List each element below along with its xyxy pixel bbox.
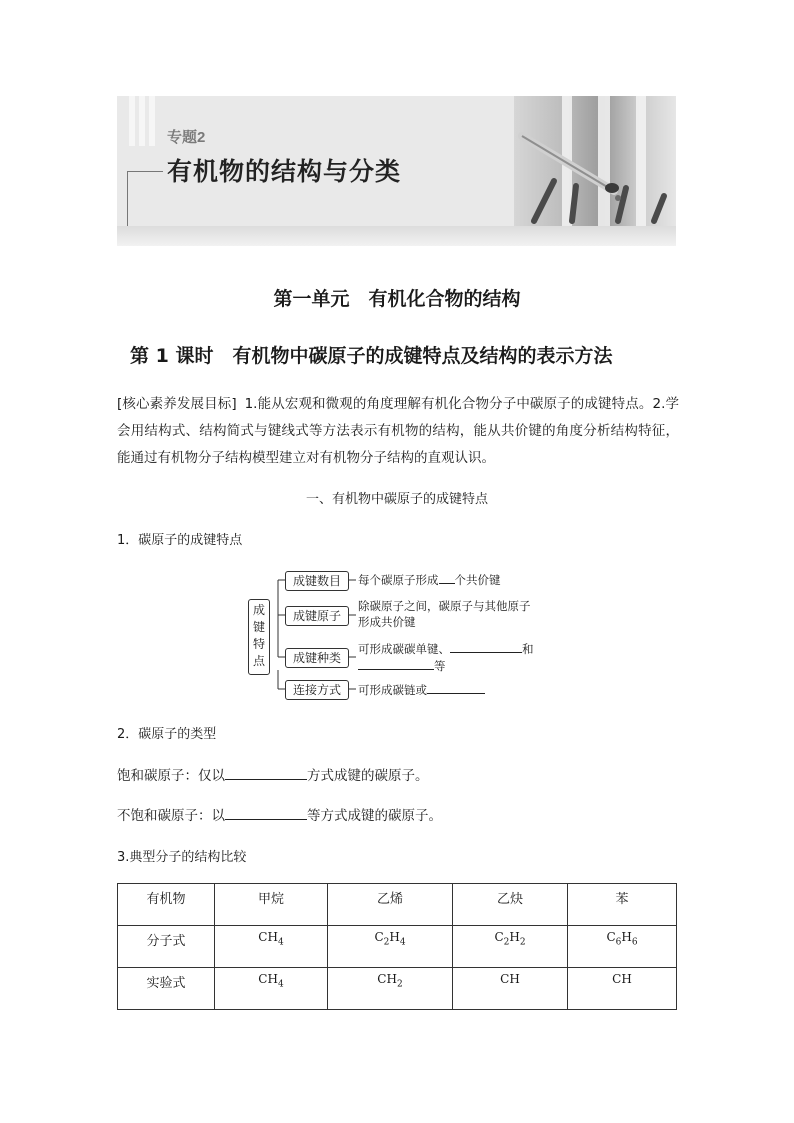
unsaturated-text: 等方式成键的碳原子。 (307, 808, 442, 824)
molecule-comparison-table (117, 883, 677, 1010)
blank-line (427, 681, 485, 694)
diagram-text-bond-count (358, 571, 501, 588)
diagram-text: 每个碳原子形成 (358, 573, 439, 587)
formula-text: CH (258, 972, 278, 986)
diagram-root-char: 键 (252, 620, 265, 634)
lesson-title: 第 1 课时 有机物中碳原子的成键特点及结构的表示方法 (130, 345, 613, 367)
lab-pipette-photo (514, 96, 676, 226)
subheading-carbon-types: 2．碳原子的类型 (117, 727, 217, 742)
formula-subscript: 6 (615, 937, 622, 948)
formula-text: CH (500, 972, 520, 986)
table-header-row (118, 884, 677, 926)
diagram-text: 个共价键 (454, 573, 501, 587)
diagram-text: 可形成碳碳单键、 (358, 642, 450, 656)
table-header-cell: 苯 (568, 884, 677, 926)
saturated-carbon-line (117, 764, 429, 784)
formula-cell (215, 968, 328, 1010)
formula-cell (215, 926, 328, 968)
table-header-cell: 乙炔 (453, 884, 568, 926)
banner-series-label: 专题2 (167, 129, 206, 146)
blank-line (225, 767, 307, 780)
formula-text: CH (258, 930, 278, 944)
formula-text: H (509, 930, 520, 944)
banner-stripe (139, 96, 145, 146)
subheading-structure-comparison: 3.典型分子的结构比较 (117, 850, 247, 865)
diagram-text: 形成共价键 (358, 615, 416, 629)
saturated-text: 方式成键的碳原子。 (307, 768, 429, 784)
diagram-text: 除碳原子之间，碳原子与其他原子 (358, 599, 531, 613)
core-goals-label: [核心素养发展目标] (117, 396, 237, 412)
banner-stripe (149, 96, 155, 146)
formula-subscript: 2 (519, 937, 526, 948)
formula-cell (328, 968, 453, 1010)
formula-text: CH (377, 972, 397, 986)
table-header-cell: 甲烷 (215, 884, 328, 926)
diagram-item-connection: 连接方式 (285, 680, 349, 700)
diagram-root-char: 特 (252, 637, 265, 651)
formula-subscript: 4 (277, 979, 284, 990)
table-row-label: 实验式 (118, 968, 215, 1010)
section-title: 一、有机物中碳原子的成键特点 (305, 492, 488, 507)
formula-cell (328, 926, 453, 968)
diagram-root-char: 点 (252, 654, 265, 668)
subheading-bonding-features: 1．碳原子的成键特点 (117, 533, 243, 548)
diagram-text: 和 (522, 642, 534, 656)
table-row (118, 968, 677, 1010)
banner-decoration-line (127, 171, 163, 172)
formula-subscript: 2 (383, 937, 390, 948)
banner-title: 有机物的结构与分类 (167, 157, 402, 186)
core-goals-paragraph (117, 391, 679, 472)
unit-title: 第一单元 有机化合物的结构 (273, 288, 521, 310)
chapter-banner (117, 96, 676, 246)
diagram-root-char: 成 (252, 603, 265, 617)
diagram-item-bond-types: 成键种类 (285, 648, 349, 668)
banner-bottom-bar (117, 226, 676, 246)
blank-line (225, 807, 307, 820)
saturated-text: 饱和碳原子：仅以 (117, 768, 225, 784)
core-goals-text: 1.能从宏观和微观的角度理解有机化合物分子中碳原子的成键特点。2.学会用结构式、结构简式与键线式等方法表示有机物的结构，能从共价键的角度分析结构特征，能通过有机物分子结构模型建立对有机物分子结构的直观认识。 (117, 396, 679, 466)
formula-subscript: 6 (631, 937, 638, 948)
diagram-text-bond-atoms (358, 598, 531, 630)
diagram-item-bond-atoms: 成键原子 (285, 606, 349, 626)
blank-line (358, 657, 434, 670)
diagram-text: 可形成碳链或 (358, 683, 427, 697)
blank-line (450, 640, 522, 653)
formula-subscript: 2 (503, 937, 510, 948)
table-row (118, 926, 677, 968)
formula-text: H (621, 930, 632, 944)
formula-cell (568, 926, 677, 968)
diagram-text-connection (358, 681, 485, 698)
formula-text: C (606, 930, 616, 944)
formula-text: CH (612, 972, 632, 986)
table-row-label: 分子式 (118, 926, 215, 968)
table-header-cell: 有机物 (118, 884, 215, 926)
diagram-item-bond-count: 成键数目 (285, 571, 349, 591)
formula-text: H (389, 930, 400, 944)
formula-cell (568, 968, 677, 1010)
formula-cell (453, 926, 568, 968)
banner-stripe (129, 96, 135, 146)
formula-subscript: 4 (399, 937, 406, 948)
formula-subscript: 4 (277, 937, 284, 948)
diagram-text-bond-types (358, 640, 534, 674)
formula-text: C (494, 930, 504, 944)
unsaturated-carbon-line (117, 804, 442, 824)
formula-cell (453, 968, 568, 1010)
diagram-root-box (248, 599, 270, 675)
bonding-features-diagram (248, 565, 568, 705)
blank-line (439, 571, 455, 584)
table-header-cell: 乙烯 (328, 884, 453, 926)
diagram-text: 等 (434, 659, 446, 673)
formula-subscript: 2 (396, 979, 403, 990)
unsaturated-text: 不饱和碳原子：以 (117, 808, 225, 824)
formula-text: C (374, 930, 384, 944)
